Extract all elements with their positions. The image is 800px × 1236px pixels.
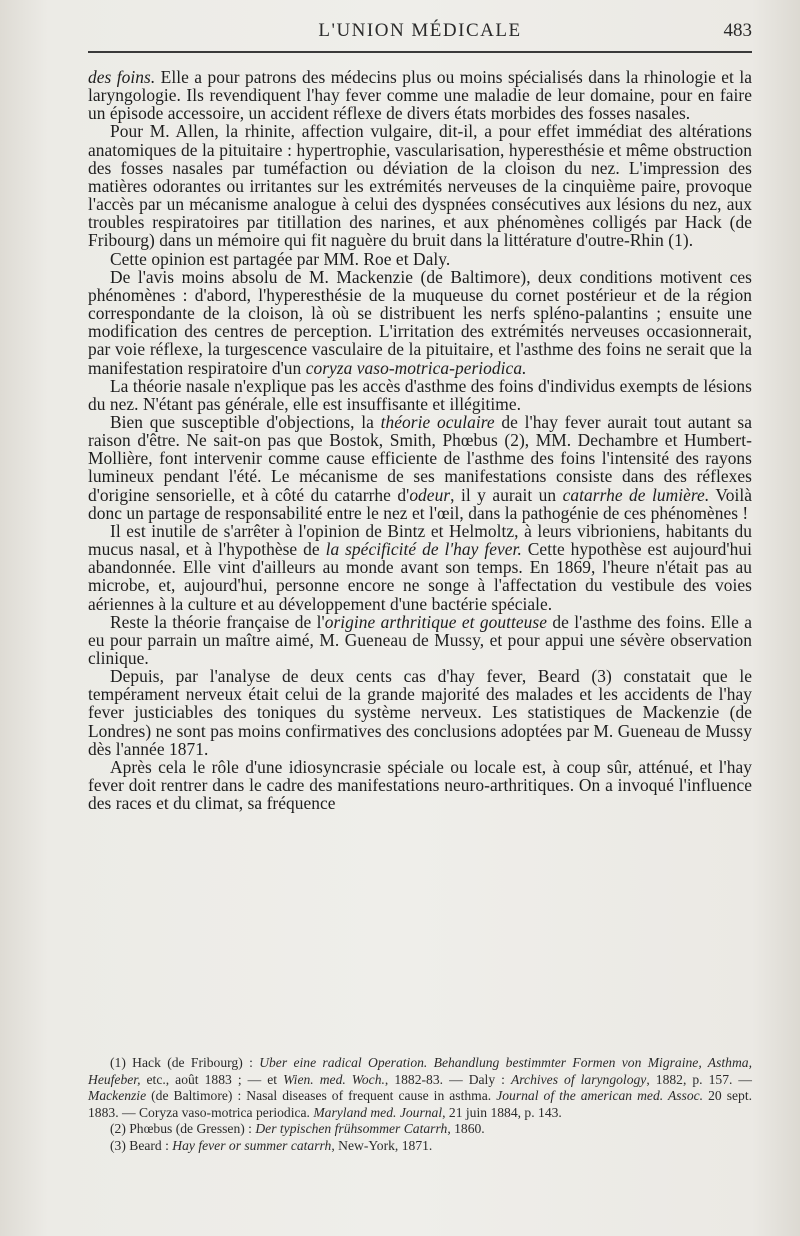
text-run: etc., août 1883 ; — et <box>140 1071 284 1087</box>
text-run: La théorie nasale n'explique pas les accès d'asthme des foins d'individus exempts de lésions du nez. N'étant pas générale, elle est insuffisante et illégitime. <box>88 375 752 414</box>
italic-text: coryza vaso-motrica-periodica. <box>305 357 527 378</box>
paragraph <box>88 268 752 377</box>
text-run: (de Baltimore) : Nasal diseases of frequent cause in asthma. <box>146 1088 497 1103</box>
paragraph <box>88 68 752 122</box>
text-run: Bien que susceptible d'objections, la <box>110 411 381 432</box>
text-run: Voilà donc un partage de responsabilité entre le nez et l'œil, dans la pathogénie de ces phénomènes ! <box>88 484 752 523</box>
paragraph <box>88 758 752 812</box>
text-run: (3) Beard : <box>110 1137 173 1153</box>
italic-text: Uber eine radical Operation. Behandlung bestimmter Formen von Migraine, Asthma, Heufeber, <box>88 1055 752 1087</box>
text-run: , 1860. <box>447 1121 485 1136</box>
paragraph <box>88 522 752 613</box>
paragraph <box>88 413 752 522</box>
italic-text: Der typischen frühsommer Catarrh <box>255 1121 448 1136</box>
italic-text: théorie oculaire <box>380 411 495 432</box>
paragraph <box>88 667 752 758</box>
page-number: 483 <box>723 20 752 41</box>
footnote <box>88 1055 752 1121</box>
text-run: De l'avis moins absolu de M. Mackenzie (de Baltimore), deux conditions motivent ces phénomènes : d'abord, l'hyperesthésie de la muqueuse du cornet postérieur et de la région correspondante de la cloison, là où se distribuent les nerfs spléno-palantins ; ensuite une modification des centres de perception. L'irritation des extrémités nerveuses occasionnerait, par voie réflexe, la turgescence vasculaire de la pituitaire, et l'asthme des foins ne serait que la manifestation respiratoire d'un <box>88 266 752 378</box>
italic-text: Archives of laryngology <box>510 1071 647 1087</box>
text-run: (2) Phœbus (de Gressen) : <box>110 1121 256 1136</box>
italic-text: Wien. med. Woch. <box>283 1071 385 1087</box>
footnote <box>88 1138 752 1155</box>
footnote <box>88 1121 752 1138</box>
italic-text: des foins. <box>88 67 156 87</box>
text-run: Elle a pour patrons des médecins plus ou moins spécialisés dans la rhinologie et la laryngologie. Ils revendiquent l'hay fever comme une maladie de leur domaine, pour en faire un épisode accessoire, un accident réflexe de divers états morbides des fosses nasales. <box>88 67 753 124</box>
text-run: Pour M. Allen, la rhinite, affection vulgaire, dit-il, a pour effet immédiat des altérations anatomiques de la pituitaire : hypertrophie, vascularisation, hyperesthésie et même obstruction des fosses nasales par tuméfaction ou déviation de la cloison du nez. L'impression des matières odorantes ou irritantes sur les extrémités nerveuses de la cinquième paire, provoque l'accès par un mécanisme analogue à celui des dyspnées consécutives aux lésions du nez, aux troubles respiratoires par titillation des narines, et aux phénomènes colligés par Hack (de Fribourg) dans un mémoire qui fit naguère du bruit dans la littérature d'outre-Rhin (1). <box>88 121 752 251</box>
text-run: Cette opinion est partagée par MM. Roe et Daly. <box>110 248 451 269</box>
italic-text: catarrhe de lumière. <box>562 484 710 505</box>
paragraph <box>88 122 752 249</box>
text-run: Reste la théorie française de l' <box>110 611 325 632</box>
page-header <box>88 20 752 50</box>
italic-text: Journal of the american med. Assoc. <box>496 1088 704 1103</box>
text-run: Cette hypothèse est aujourd'hui abandonnée. Elle vint d'ailleurs au monde avant son temps. En 1869, l'heure n'était pas au microbe, et, aujourd'hui, personne encore ne songe à l'affectation du vestibule des voies aériennes à la culture et au développement d'une bactérie spéciale. <box>88 539 752 614</box>
text-run: Depuis, par l'analyse de deux cents cas d'hay fever, Beard (3) constatait que le tempérament nerveux était celui de la grande majorité des malades et les accidents de l'hay fever justiciables des toniques du système nerveux. Les statistiques de Mackenzie (de Londres) ne sont pas moins confirmatives des conclusions adoptées par M. Gueneau de Mussy dès l'année 1871. <box>88 666 752 759</box>
text-run: (1) Hack (de Fribourg) : <box>110 1055 260 1070</box>
text-run: , 21 juin 1884, p. 143. <box>442 1104 562 1120</box>
header-rule <box>88 51 752 53</box>
running-title: L'UNION MÉDICALE <box>318 20 522 41</box>
text-run: de l'asthme des foins. Elle a eu pour parrain un maître aimé, M. Gueneau de Mussy, et pour appui une sévère observation clinique. <box>88 611 752 668</box>
text-run: , 1882, p. 157. — <box>646 1071 753 1087</box>
paragraph <box>88 613 752 667</box>
italic-text: la spécificité de l'hay fever. <box>325 539 522 560</box>
text-run: Après cela le rôle d'une idiosyncrasie spéciale ou locale est, à coup sûr, atténué, et l'hay fever doit rentrer dans le cadre des manifestations neuro-arthritiques. On a invoqué l'influence des races et du climat, sa fréquence <box>88 756 752 814</box>
text-run: de l'hay fever aurait tout autant sa raison d'être. Ne sait-on pas que Bostok, Smith, Phœbus (2), MM. Dechambre et Humbert-Mollière, font intervenir comme cause efficiente de l'asthme des foins l'intensité des rayons lumineux pendant l'été. Le mécanisme de ses manifestations consiste dans des réflexes d'origine sensorielle, et à côté du catarrhe d' <box>88 411 752 505</box>
paragraph <box>88 250 752 268</box>
text-run: , New-York, 1871. <box>331 1137 433 1153</box>
body-text <box>88 68 752 812</box>
text-run: Il est inutile de s'arrêter à l'opinion de Bintz et Helmoltz, à leurs vibrioniens, habitants du mucus nasal, et à l'hypothèse de <box>88 520 752 560</box>
italic-text: odeur <box>409 484 451 505</box>
paragraph <box>88 377 752 413</box>
italic-text: Mackenzie <box>88 1088 147 1103</box>
italic-text: Maryland med. Journal <box>313 1104 443 1120</box>
text-run: 20 sept. 1883. — Coryza vaso-motrica periodica. <box>88 1088 753 1120</box>
text-run: , 1882-83. — Daly : <box>384 1071 511 1087</box>
italic-text: origine arthritique et goutteuse <box>324 611 548 632</box>
text-run: , il y aurait un <box>450 484 563 505</box>
italic-text: Hay fever or summer catarrh <box>172 1137 332 1153</box>
footnotes <box>88 1055 752 1154</box>
